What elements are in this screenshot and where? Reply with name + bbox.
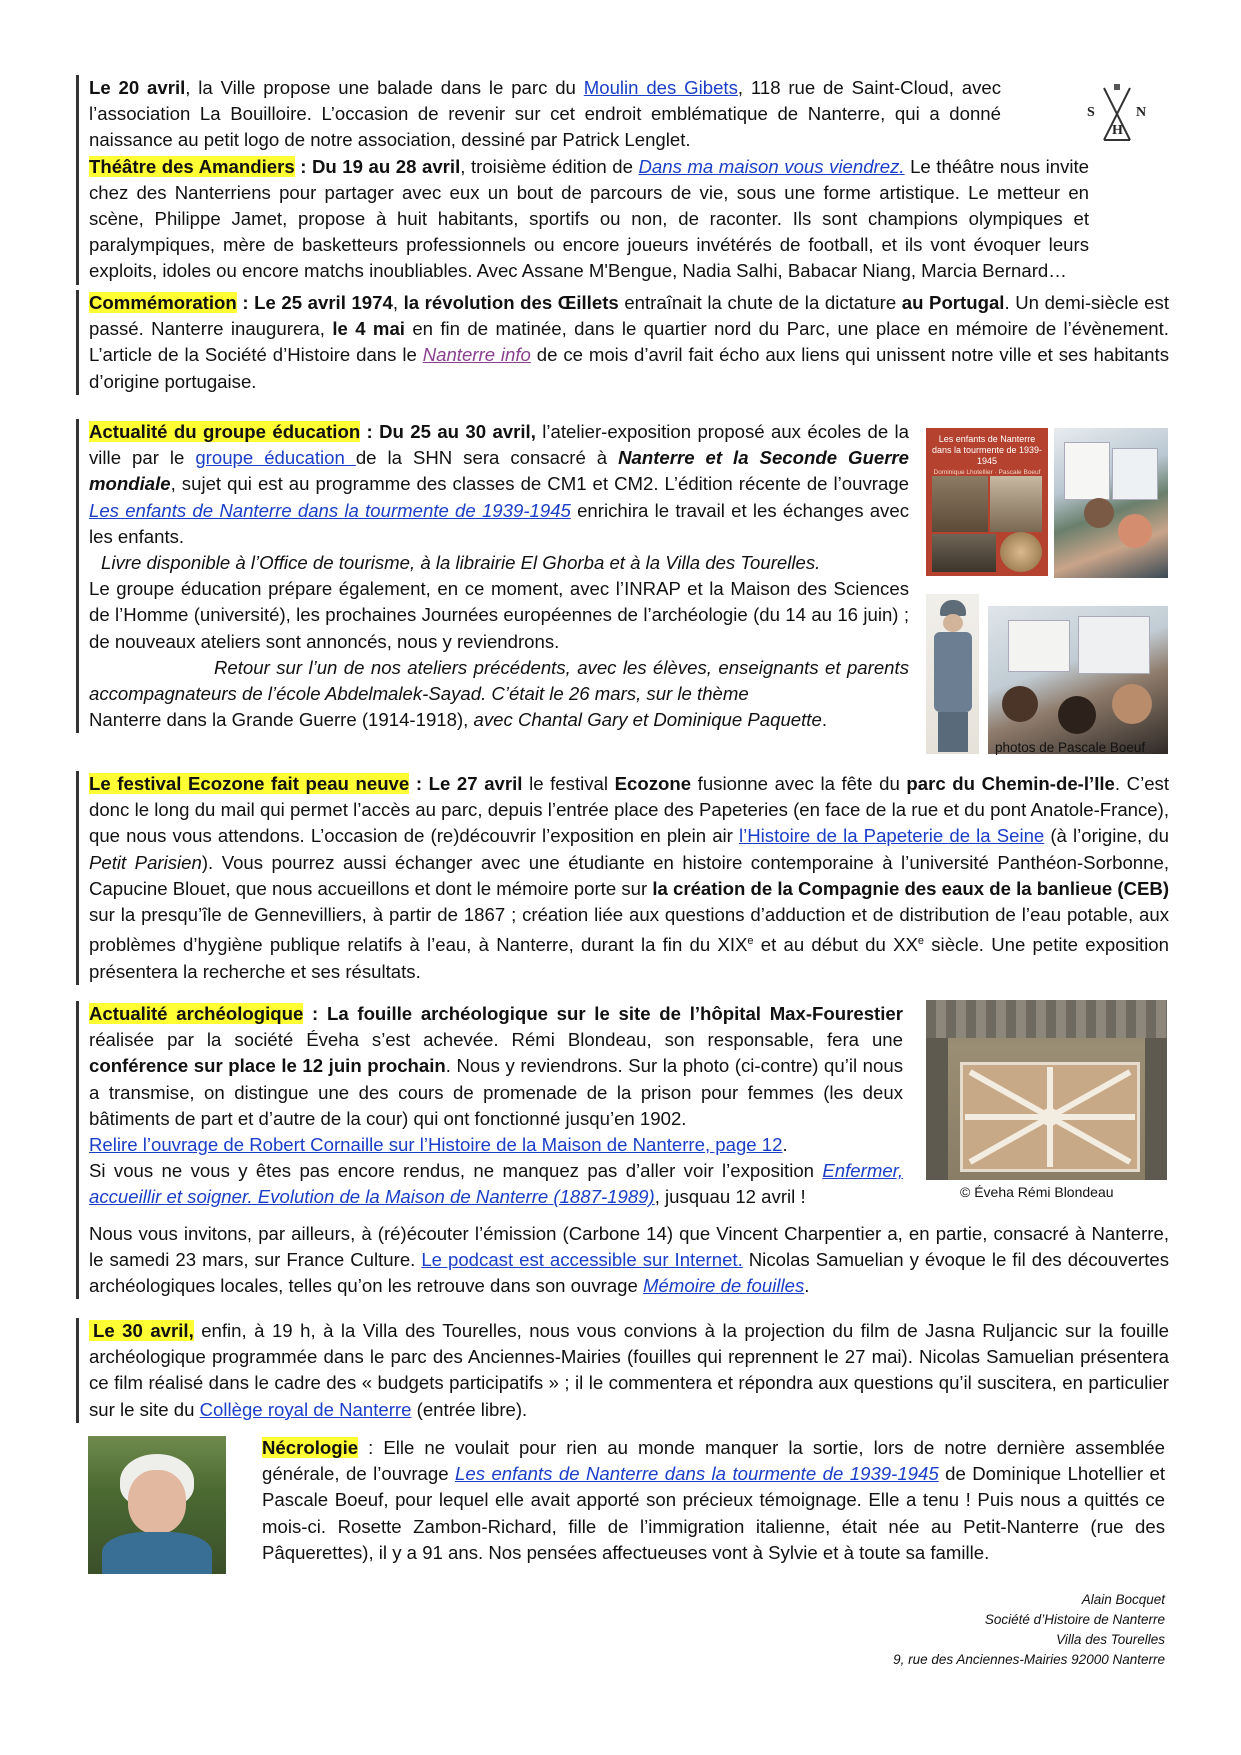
- link-dans-ma-maison[interactable]: Dans ma maison vous viendrez.: [638, 155, 905, 177]
- signature-block: [893, 1590, 1165, 1670]
- signature-place: Villa des Tourelles: [1056, 1632, 1165, 1647]
- excavation-photo-caption: © Éveha Rémi Blondeau: [960, 1184, 1114, 1200]
- link-enfants-de-nanterre[interactable]: Les enfants de Nanterre dans la tourmente de 1939-1945: [89, 499, 571, 521]
- link-enfants-de-nanterre-2[interactable]: Les enfants de Nanterre dans la tourmente de 1939-1945: [455, 1463, 939, 1485]
- section-archeologie: Actualité archéologique : La fouille archéologique sur le site de l’hôpital Max-Fourestier réalisée par la société Éveha s’est achevée. Rémi Blondeau, son responsable, fera une conférence sur place le 12 juin prochain. Nous y reviendrons. Sur la photo (ci-contre) qu’il nous a transmise, on distingue une des cours de promenade de la prison pour femmes (les deux bâtiments de part et d’autre de la cour) qui ont fonctionné jusqu’en 1902. Relire l’ouvrage de Robert Cornaille sur l’Histoire de la Maison de Nanterre, page 12. Si vous ne vous y êtes pas encore rendus, ne manquez pas d’aller voir l’exposition Enfermer, accueillir et soigner. Evolution de la Maison de Nanterre (1887-1989), jusquau 12 avril ! Nous vous invitons, par ailleurs, à (ré)écouter l’émission (Carbone 14) que Vincent Charpentier a, en partie, consacré à Nanterre, le samedi 23 mars, sur France Culture. Le podcast est accessible sur Internet. Nicolas Samuelian y évoque le fil des découvertes archéologiques locales, telles qu’on les retrouve dans son ouvrage Mémoire de fouilles.: [76, 1001, 1169, 1299]
- classroom-photo-2: [988, 606, 1168, 754]
- link-robert-cornaille[interactable]: Relire l’ouvrage de Robert Cornaille sur l’Histoire de la Maison de Nanterre, page 12: [89, 1134, 783, 1156]
- photo-credit-pascale-boeuf: photos de Pascale Boeuf: [995, 740, 1146, 755]
- portrait-photo: [88, 1436, 226, 1574]
- link-podcast[interactable]: Le podcast est accessible sur Internet.: [421, 1248, 743, 1270]
- link-college-royal[interactable]: Collège royal de Nanterre: [199, 1398, 412, 1420]
- shn-logo: [1082, 82, 1152, 144]
- heading-archeologie: Actualité archéologique: [89, 1003, 304, 1024]
- classroom-photo-1: [1054, 428, 1168, 578]
- signature-org: Société d’Histoire de Nanterre: [984, 1612, 1165, 1627]
- heading-30-avril: Le 30 avril,: [89, 1320, 194, 1341]
- svg-text:S: S: [1087, 105, 1095, 120]
- heading-theatre: Théâtre des Amandiers: [89, 155, 295, 177]
- link-groupe-education[interactable]: groupe éducation: [195, 447, 356, 469]
- svg-text:H: H: [1112, 123, 1123, 138]
- link-exposition-enfermer[interactable]: Enfermer, accueillir et soigner. Evolution de la Maison de Nanterre (1887-1989): [89, 1160, 903, 1208]
- section-education: Actualité du groupe éducation : Du 25 au 30 avril, l’atelier-exposition proposé aux écoles de la ville par le groupe éducation de la SHN sera consacré à Nanterre et la Seconde Guerre mondiale, sujet qui est au programme des classes de CM1 et CM2. L’édition récente de l’ouvrage Les enfants de Nanterre dans la tourmente de 1939-1945 enrichira le travail et les échanges avec les enfants. Livre disponible à l’Office de tourisme, à la librairie El Ghorba et à la Villa des Tourelles. Le groupe éducation prépare également, en ce moment, avec l’INRAP et la Maison des Sciences de l’Homme (université), les prochaines Journées européennes de l’archéologie (du 14 au 16 juin) ; de nouveaux ateliers sont annoncés, nous y reviendrons. Retour sur l’un de nos ateliers précédents, avec les élèves, enseignants et parents accompagnateurs de l’école Abdelmalek-Sayad. C’était le 26 mars, sur le thème Nanterre dans la Grande Guerre (1914-1918), avec Chantal Gary et Dominique Paquette.: [76, 419, 909, 733]
- link-nanterre-info[interactable]: Nanterre info: [422, 344, 531, 366]
- svg-text:N: N: [1136, 105, 1147, 120]
- section-commemoration: Commémoration : Le 25 avril 1974, la révolution des Œillets entraînait la chute de la dictature au Portugal. Un demi-siècle est passé. Nanterre inaugurera, le 4 mai en fin de matinée, dans le quartier nord du Parc, une place en mémoire de l’évènement. L’article de la Société d’Histoire dans le Nanterre info de ce mois d’avril fait écho aux liens qui unissent notre ville et ses habitants d’origine portugaise.: [76, 290, 1169, 395]
- heading-necrologie: Nécrologie: [262, 1437, 359, 1458]
- excavation-photo: [926, 1000, 1167, 1180]
- link-papeterie-de-la-seine[interactable]: l’Histoire de la Papeterie de la Seine: [738, 825, 1045, 847]
- book-cover-image: Les enfants de Nanterre dans la tourmente de 1939-1945 Dominique Lhotellier · Pascale Boeuf: [926, 428, 1048, 576]
- retour-atelier: Retour sur l’un de nos ateliers précédents, avec les élèves, enseignants et parents accompagnateurs de l’école Abdelmalek-Sayad. C’était le 26 mars, sur le thème: [89, 656, 909, 705]
- heading-commemoration: Commémoration: [89, 292, 237, 313]
- soldier-mannequin-photo: [926, 594, 979, 754]
- section-necrologie: Nécrologie : Elle ne voulait pour rien au monde manquer la sortie, lors de notre dernière assemblée générale, de l’ouvrage Les enfants de Nanterre dans la tourmente de 1939-1945 de Dominique Lhotellier et Pascale Boeuf, pour lequel elle avait apporté son précieux témoignage. Elle a tenu ! Puis nous a quittés ce mois-ci. Rosette Zambon-Richard, fille de l’immigration italienne, était née au Petit-Nanterre (rue des Pâquerettes), il y a 91 ans. Nos pensées affectueuses vont à Sylvie et à toute sa famille.: [262, 1437, 1165, 1563]
- section-30-avril: Le 30 avril, enfin, à 19 h, à la Villa des Tourelles, nous vous convions à la projection du film de Jasna Ruljancic sur la fouille archéologique programmée dans le parc des Anciennes-Mairies (fouilles qui reprennent le 27 mai). Nicolas Samuelian présentera ce film réalisé dans le cadre des « budgets participatifs » ; il le commentera et répondra aux questions qu’il suscitera, en particulier sur le site du Collège royal de Nanterre (entrée libre).: [76, 1318, 1169, 1423]
- date-20-avril: Le 20 avril: [89, 77, 186, 98]
- link-memoire-de-fouilles[interactable]: Mémoire de fouilles: [643, 1275, 805, 1297]
- education-paragraph-2: Le groupe éducation prépare également, en ce moment, avec l’INRAP et la Maison des Sciences de l’Homme (université), les prochaines Journées européennes de l’archéologie (du 14 au 16 juin) ; de nouveaux ateliers sont annoncés, nous y reviendrons.: [89, 578, 909, 652]
- section-moulin: Le 20 avril, la Ville propose une balade dans le parc du Moulin des Gibets, 118 rue de Saint-Cloud, avec l’association La Bouilloire. L’occasion de revenir sur cet endroit emblématique de Nanterre, qui a donné naissance au petit logo de notre association, dessiné par Patrick Lenglet. Théâtre des Amandiers : Du 19 au 28 avril, troisième édition de Dans ma maison vous viendrez. Le théâtre nous invite chez des Nanterriens pour partager avec eux un bout de parcours de vie, sous une forme artistique. Le metteur en scène, Philippe Jamet, propose à huit habitants, sportifs ou non, de raconter. Ils sont champions olympiques et paralympiques, mère de basketteurs professionnels ou encore joueurs invétérés de football, et ils vont évoquer leurs exploits, idoles ou encore matchs inoubliables. Avec Assane M'Bengue, Nadia Salhi, Babacar Niang, Marcia Bernard…: [76, 75, 1089, 285]
- signature-address: 9, rue des Anciennes-Mairies 92000 Nanterre: [893, 1652, 1165, 1667]
- availability-note: Livre disponible à l’Office de tourisme, à la librairie El Ghorba et à la Villa des Tourelles.: [101, 552, 821, 574]
- link-moulin-des-gibets[interactable]: Moulin des Gibets: [583, 77, 738, 98]
- heading-ecozone: Le festival Ecozone fait peau neuve: [89, 773, 410, 794]
- signature-name: Alain Bocquet: [1081, 1592, 1165, 1607]
- heading-education: Actualité du groupe éducation: [89, 421, 361, 442]
- section-ecozone: Le festival Ecozone fait peau neuve : Le 27 avril le festival Ecozone fusionne avec la fête du parc du Chemin-de-l’Ile. C’est donc le long du mail qui permet l’accès au parc, depuis l’entrée place des Papeteries (en face de la rue et du pont Anatole-France), que nous vous attendons. L’occasion de (re)découvrir l’exposition en plein air l’Histoire de la Papeterie de la Seine (à l’origine, du Petit Parisien). Vous pourrez aussi échanger avec une étudiante en histoire contemporaine à l’université Panthéon-Sorbonne, Capucine Blouet, que nous accueillons et dont le mémoire porte sur la création de la Compagnie des eaux de la banlieue (CEB) sur la presqu’île de Gennevilliers, à partir de 1867 ; création liée aux questions d’adduction et de distribution de l’eau potable, aux problèmes d’hygiène publique relatifs à l’eau, à Nanterre, durant la fin du XIXe et au début du XXe siècle. Une petite exposition présentera la recherche et ses résultats.: [76, 771, 1169, 985]
